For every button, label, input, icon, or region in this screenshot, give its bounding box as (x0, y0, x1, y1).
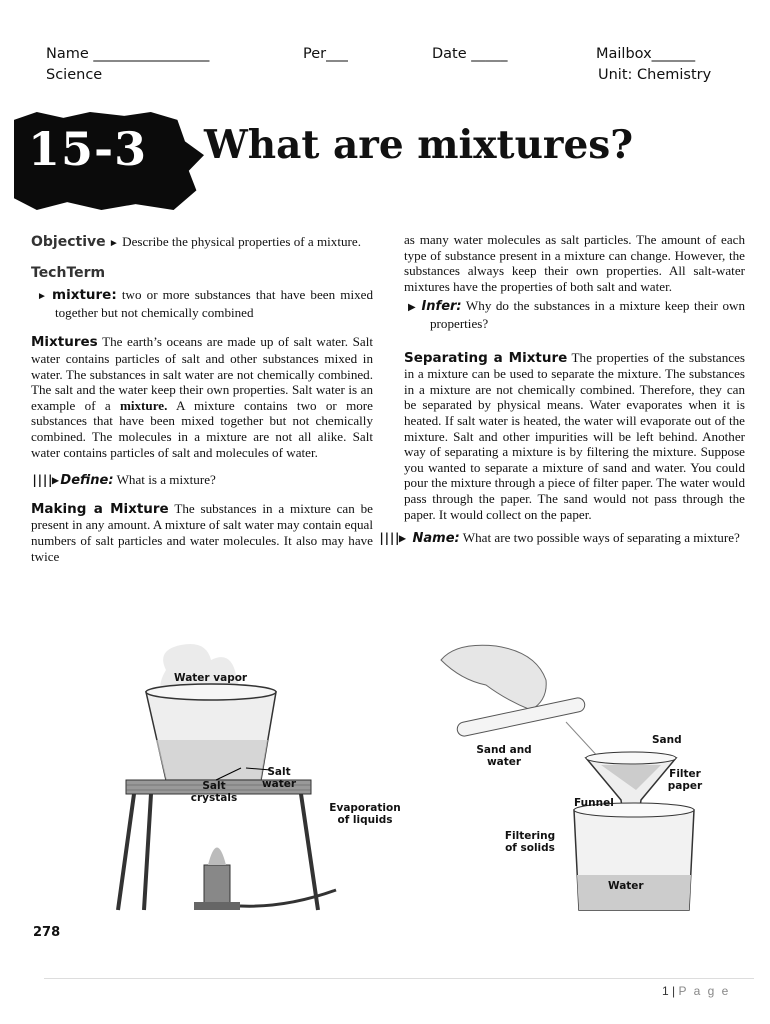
label-sand-and-water: Sand and water (476, 744, 532, 768)
date-field: Date _____ (432, 46, 508, 62)
techterm-definition: two or more substances that have been mixed together but not chemically combined (55, 287, 374, 320)
subject-label: Science (46, 67, 103, 83)
separating-heading: Separating a Mixture (404, 349, 568, 366)
footer-page-label: P a g e (678, 984, 731, 998)
arrow-icon: ► (37, 291, 47, 303)
page-footer (662, 984, 730, 998)
footer-divider (44, 978, 754, 979)
period-field: Per___ (303, 46, 348, 62)
mixtures-text-2: A mixture contains two or more substances that have been mixed together but not chemically combined. The molecules in a mixture are not all alike. Salt water contains particles of salt and molecules of water. (31, 397, 373, 460)
making-heading: Making a Mixture (31, 500, 169, 517)
bars-icon: ||||▶ (31, 473, 58, 488)
label-filtering: Filtering of solids (504, 830, 556, 854)
infer-question (404, 298, 745, 331)
objective-text: Describe the physical properties of a mixture. (122, 234, 361, 249)
right-top-paragraph: as many water molecules as salt particles. The amount of each type of substance present in a mixture can change. However, the substances always keep their own properties. All salt-water mixtures have the properties of both salt and water. (404, 232, 745, 294)
label-water: Water (608, 880, 644, 892)
infer-label: Infer: (421, 299, 462, 315)
name-field: Name ________________ (46, 46, 210, 62)
bars-icon: ||||▶ (378, 531, 405, 546)
define-label: Define: (60, 473, 114, 489)
label-salt-water: Salt water (261, 766, 297, 790)
label-water-vapor: Water vapor (174, 672, 248, 684)
footer-separator: | (668, 984, 679, 998)
techterm-label: TechTerm (31, 264, 106, 281)
label-salt-crystals: Salt crystals (190, 780, 238, 804)
section-number: 15-3 (28, 122, 148, 176)
mixture-term: mixture. (119, 397, 168, 413)
right-column (378, 232, 745, 547)
label-funnel: Funnel (574, 797, 614, 809)
objective (31, 234, 373, 252)
infer-text: Why do the substances in a mixture keep their own properties? (430, 298, 745, 331)
making-text: The substances in a mixture can be present in any amount. A mixture of salt water may contain equal numbers of salt particles and water molecules. It also may have twice (31, 500, 373, 564)
objective-label: Objective (31, 234, 106, 250)
mailbox-field: Mailbox______ (596, 46, 696, 62)
arrow-icon: ► (108, 238, 119, 249)
label-sand: Sand (652, 734, 682, 746)
section-title-band (14, 108, 756, 220)
define-question (31, 472, 373, 489)
techterm-word: mixture: (52, 287, 117, 304)
separating-paragraph (404, 350, 745, 523)
name-question (378, 530, 745, 547)
techterm-entry (31, 287, 373, 320)
footer-page-number: 1 (662, 984, 669, 998)
mixtures-paragraph (31, 334, 373, 460)
name-label: Name: (412, 531, 460, 547)
filtering-apparatus (441, 645, 694, 910)
mixtures-heading: Mixtures (31, 334, 98, 351)
label-evaporation: Evaporation of liquids (329, 802, 401, 826)
left-column (31, 234, 373, 564)
name-text: What are two possible ways of separating a mixture? (462, 530, 740, 546)
label-filter-paper: Filter paper (667, 768, 703, 792)
mixtures-text: The earth’s oceans are made up of salt water. Salt water contains particles of salt and other substances mixed in water. The substances in salt water are not chemically combined. The salt and the water keep their own properties. Salt water is an example of a (31, 334, 373, 413)
separation-figure (96, 640, 736, 930)
page-title: What are mixtures? (204, 122, 634, 168)
unit-label: Unit: Chemistry (598, 67, 712, 83)
define-text: What is a mixture? (116, 472, 216, 488)
pencil-arrow-icon: ▶ (408, 302, 417, 314)
book-page-number: 278 (33, 925, 61, 940)
separating-text: The properties of the substances in a mixture can be used to separate the mixture. The substances in a mixture are not chemically combined. Therefore, they can be separated by physical means. Water evaporates when it is heated. If salt water is heated, the water will evaporate out of the mixture. Salt and other impurities will be left behind. Another way of separating a mixture is by filtering the mixture. Suppose you wanted to separate a mixture of sand and water. You could pour the mixture through a piece of filter paper. The water would pass through the paper. The sand would not pass through the paper. It would collect on the paper. (404, 349, 745, 522)
making-paragraph (31, 501, 373, 564)
